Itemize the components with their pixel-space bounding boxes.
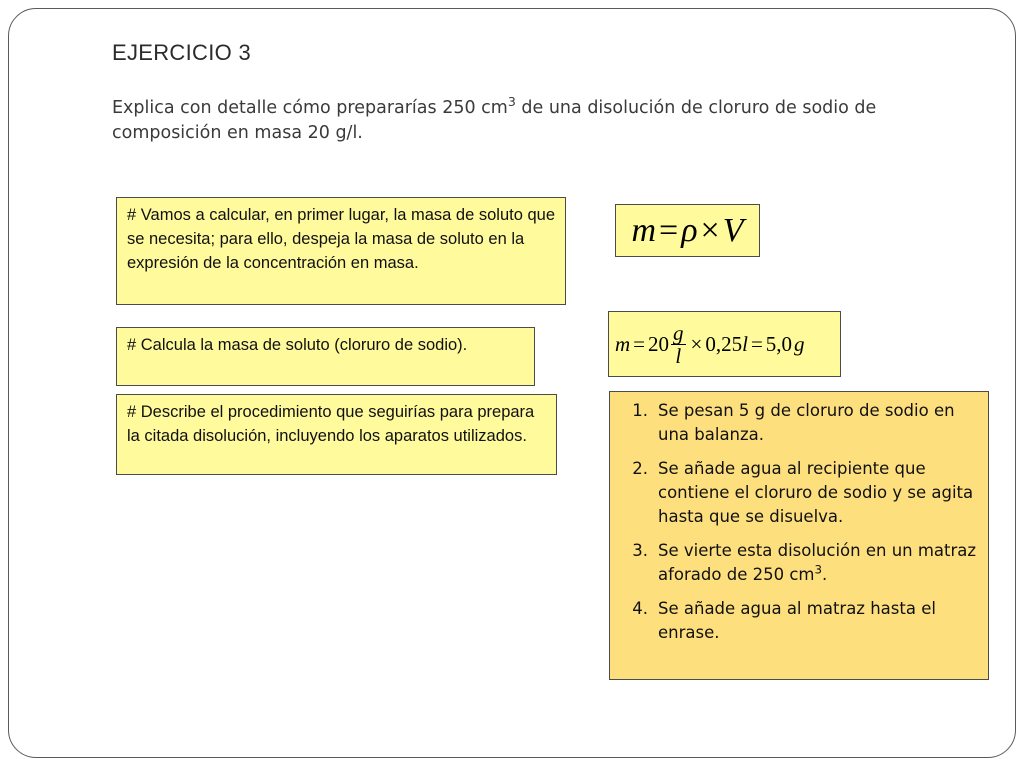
statement-text-end: de una disolución de cloruro de sodio de composición en masa 20 g/l. (112, 98, 877, 143)
list-item (610, 539, 978, 587)
calc-fraction-numerator: g (673, 320, 684, 345)
list-item (610, 457, 978, 529)
step-number: 2. (632, 459, 648, 478)
step-superscript: 3 (814, 562, 823, 577)
calc-volume-unit: l (742, 331, 748, 356)
calc-result-unit: g (794, 331, 805, 356)
list-item (610, 597, 978, 645)
step-number: 3. (632, 541, 648, 560)
formula-mass-calculation (608, 311, 841, 377)
formula-times: × (700, 211, 720, 249)
procedure-steps-list (610, 399, 978, 645)
step-text: Se vierte esta disolución en un matraz aforado de 250 $cm^3$. (658, 541, 977, 584)
calc-volume: 0,25 (705, 331, 743, 356)
procedure-steps-box (609, 391, 989, 680)
formula-var-m: m (631, 211, 657, 249)
statement-text: Explica con detalle cómo prepararías 250 cm (112, 98, 508, 118)
step-text: Se añade agua al matraz hasta el enrase. (658, 599, 936, 642)
step-number: 1. (632, 401, 648, 420)
exercise-statement (112, 96, 972, 146)
step-text: Se pesan 5 g de cloruro de sodio en una balanza. (658, 401, 955, 444)
calc-equals: = (633, 331, 646, 356)
list-item (610, 399, 978, 447)
formula-var-rho: ρ (681, 211, 698, 249)
page-title: EJERCICIO 3 (112, 40, 251, 65)
calc-fraction-denominator: l (675, 343, 682, 368)
statement-superscript: 3 (507, 94, 516, 110)
calc-times: × (690, 331, 703, 356)
step-number: 4. (632, 599, 648, 618)
hint-note-procedure: # Describe el procedimiento que seguirías para prepara la citada disolución, incluyendo los aparatos utilizados. (116, 394, 557, 475)
calc-concentration: 20 (648, 331, 670, 356)
step-text: Se añade agua al recipiente que contiene el cloruro de sodio y se agita hasta que se disuelva. (658, 459, 974, 526)
hint-note-solute-mass: # Calcula la masa de soluto (cloruro de sodio). (116, 327, 535, 386)
formula-var-v: V (722, 211, 744, 249)
hint-note-calculate-mass: # Vamos a calcular, en primer lugar, la masa de soluto que se necesita; para ello, despeja la masa de soluto en la expresión de la concentración en masa. (116, 197, 566, 305)
formula-equals: = (659, 211, 679, 249)
calc-result: 5,0 (765, 331, 793, 356)
calc-unit-fraction (671, 322, 686, 367)
calc-var-m: m (615, 331, 631, 356)
formula-mass-density-volume (615, 204, 760, 257)
calc-equals-2: = (750, 331, 763, 356)
